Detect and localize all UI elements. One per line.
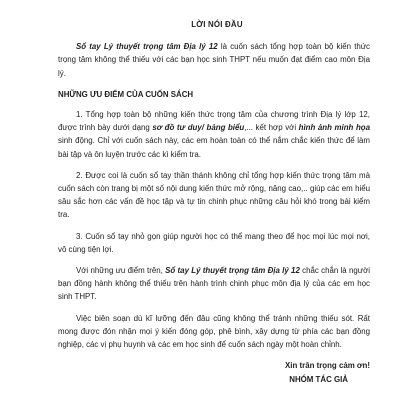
intro-text: là cuốn sách tổng hợp toàn bộ kiến thức trọng tâm không thể thiếu với các bạn học sinh THPT nếu muốn đạt điểm cao môn Địa lý.: [58, 42, 370, 78]
point-3: 3. Cuốn sổ tay nhỏ gọn giúp người học có thể mang theo để học mọi lúc mọi nơi, vô cùng tiện lợi.: [58, 231, 370, 254]
page-title: LỜI NÓI ĐẦU: [191, 20, 243, 29]
thanks-line: Xin trân trọng cảm ơn!: [285, 361, 370, 371]
point-1: [58, 108, 370, 161]
point-1-emphasis-images: hình ảnh minh họa: [298, 123, 370, 133]
closing-1-book-title: Sổ tay Lý thuyết trọng tâm Địa lý 12: [165, 266, 300, 276]
closing-1-text-c: chắc chắn là người bạn đồng hành không thể thiếu trên hành trình chinh phục môn địa lý của các em học sinh THPT.: [58, 266, 370, 302]
point-2: 2. Được coi là cuốn sổ tay thần thánh không chỉ tổng hợp kiến thức trọng tâm mà cuốn sách còn trang bị một số nội dung kiến thức mở rộng, nâng cao,.. giúp các em hiểu sâu sắc hơn các vấn đề học tập và tự tin chinh phục những câu hỏi khó trong bài kiểm tra.: [58, 170, 370, 220]
point-1-text-a: 1. Tổng hợp toàn bộ những kiến thức trọng tâm của chương trình Địa lý lớp 12, được trình bày dưới dạng: [58, 110, 370, 133]
section-heading: NHỮNG ƯU ĐIỂM CỦA CUỐN SÁCH: [58, 89, 194, 99]
intro-paragraph: [58, 40, 370, 80]
point-1-text-e: sinh động. Chỉ với cuốn sách này, các em hoàn toàn có thể nắm chắc kiến thức để làm bài tập và ôn luyện trước các kì kiểm tra.: [58, 136, 370, 159]
book-title-text: Sổ tay Lý thuyết trọng tâm Địa lý 12: [76, 42, 218, 52]
closing-paragraph-1: [58, 264, 370, 304]
author-line: NHÓM TÁC GIẢ: [289, 375, 348, 385]
point-1-emphasis-diagram: sơ đồ tư duy/ bảng biểu: [152, 123, 245, 133]
closing-1-text-a: Với những ưu điểm trên,: [76, 266, 166, 276]
point-1-text-c: ,... kết hợp với: [244, 123, 299, 133]
closing-paragraph-2: Việc biên soạn dù kĩ lưỡng đến đâu cũng không thể tránh những thiếu sót. Rất mong được đón nhận mọi ý kiến đóng góp, phê bình, xây dựng từ phía các bạn đồng nghiệp, các vị phụ huynh và các em học sinh để cuốn sách ngày một hoàn chỉnh.: [58, 313, 370, 350]
